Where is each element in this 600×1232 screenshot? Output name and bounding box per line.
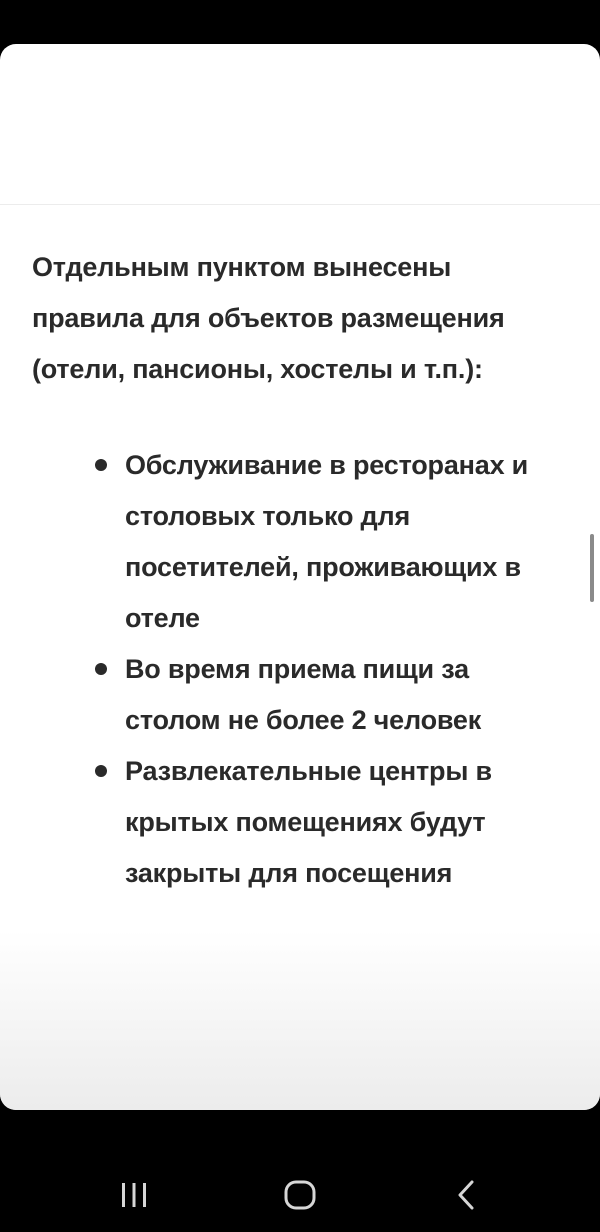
bottom-fade (0, 930, 600, 1110)
list-item (0, 746, 600, 899)
system-navigation-bar (0, 1150, 600, 1232)
bullet-icon (95, 765, 107, 777)
back-icon (452, 1179, 484, 1211)
rules-list (0, 440, 600, 899)
rule-text: Обслуживание в ресторанах и столовых только для посетителей, проживающих в отеле (125, 450, 529, 633)
list-item (0, 644, 600, 746)
article-intro: Отдельным пунктом вынесены правила для объектов размещения (отели, пансионы, хостелы и т.п.): (32, 252, 505, 384)
recent-apps-button[interactable] (104, 1170, 164, 1220)
home-icon (282, 1177, 318, 1213)
bullet-icon (95, 663, 107, 675)
content-card (0, 44, 600, 1110)
scrollbar-thumb[interactable] (590, 534, 594, 602)
rule-text: Развлекательные центры в крытых помещениях будут закрыты для посещения (125, 756, 492, 888)
list-item (0, 440, 600, 644)
card-header-blank (0, 44, 600, 205)
back-button[interactable] (438, 1170, 498, 1220)
recent-apps-icon (118, 1179, 150, 1211)
home-button[interactable] (270, 1170, 330, 1220)
rule-text: Во время приема пищи за столом не более 2 человек (125, 654, 482, 735)
bullet-icon (95, 459, 107, 471)
